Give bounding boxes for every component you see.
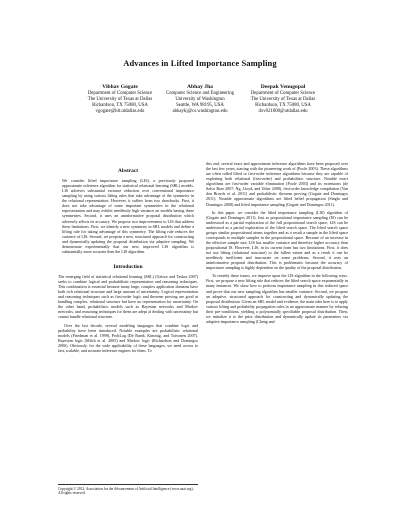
- author-dept: Department of Computer Science: [87, 91, 153, 96]
- author-email: vgogate@hlt.utdallas.edu: [95, 109, 145, 115]
- intro-paragraph-2: Over the last decade, several modeling languages that combine logic and probability have been introduced. Notable examples are probabilistic relational models (Friedman et al. 1999), ProbLog (De Raedt, Kimmig, and Toivonen 2007), Bayesian logic (Milch et al. 2005) and Markov logic (Richardson and Domingos 2006). Obviously, for the wide applicability of these languages, we need access to fast, scalable, and accurate inference engines for them. To: [58, 322, 198, 353]
- author-address: Seattle, WA 98195, USA: [176, 103, 224, 109]
- body-paragraph-2: In this paper, we consider the lifted importance sampling (LIS) algorithm of (Gogate and Domingos 2011). Just as propositional importance sampling (IS) can be understood as a partial exploration of the full propositional search space, LIS can be understood as a partial exploration of the lifted search space. The lifted search space groups similar propositional atoms together and as a result a sample in the lifted space corresponds to multiple samples in the propositional space. Because of an increase in the effective sample size, LIS has smaller variance and therefore higher accuracy than propositional IS. However, LIS, in its current form has two limitations. First, it does not use lifting (relational structure) to the fullest extent and as a result it can be needlessly inefficient and inaccurate on some problems. Second, it uses an uninformative proposal distribution. This is problematic because the accuracy of importance sampling is highly dependent on the quality of the proposal distribution.: [206, 209, 348, 271]
- copyright-footnote: Copyright © 2012, Association for the Advancement of Artificial Intelligence (www.aaai.org). All rights reserved.: [58, 484, 198, 496]
- abstract-text: We consider lifted importance sampling (LIS), a previously proposed approximate inference algorithm for statistical relational learning (SRL) models. LIS achieves substantial variance reduction over conventional importance sampling by using various lifting rules that take advantage of the symmetry in the relational representation. However, it suffers from two drawbacks. First, it does not take advantage of some important symmetries in the relational representation and may exhibit needlessly high variance on models having these symmetries. Second, it uses an uninformative proposal distribution which adversely affects its accuracy. We propose two improvements to LIS that address these limitations. First, we identify a new symmetry in SRL models and define a lifting rule for taking advantage of this symmetry. The lifting rule reduces the variance of LIS. Second, we propose a new, structured approach for constructing and dynamically updating the proposal distribution via adaptive sampling. We demonstrate experimentally that our new, improved LIS algorithm is substantially more accurate than the LIS algorithm.: [62, 178, 194, 254]
- author-address: Richardson, TX 75080, USA: [255, 103, 311, 109]
- abstract-heading: Abstract: [117, 168, 139, 174]
- author-dept: Computer Science and Engineering: [165, 91, 235, 96]
- author-name: Abhay Jha: [187, 84, 213, 90]
- author-name: Deepak Venugopal: [260, 84, 306, 90]
- author-dept: Department of Computer Science: [250, 91, 316, 96]
- author-address: Richardson, TX 75080, USA: [92, 103, 148, 109]
- author-3: [218, 84, 348, 115]
- intro-paragraph-1: The emerging field of statistical relational learning (SRL) (Getoor and Taskar 2007) seeks to combine logical and probabilistic representation and reasoning techniques. This combination is essential because many large, complex application domains have both rich relational structure and large amount of uncertainty. Logical representation and reasoning techniques such as first-order logic and theorem proving are good at handling complex, relational structure but have no representation for uncertainty. On the other hand, probabilistic models such as Bayesian networks and Markov networks, and reasoning techniques for them are adept at dealing with uncertainty but cannot handle relational structure.: [58, 273, 198, 320]
- right-column: [206, 161, 348, 327]
- author-name: Vibhav Gogate: [102, 84, 138, 90]
- author-institution: University of Washington: [175, 97, 225, 103]
- author-institution: The University of Texas at Dallas: [250, 97, 316, 103]
- left-column: [58, 168, 198, 356]
- author-institution: The University of Texas at Dallas: [87, 97, 153, 103]
- author-block: [0, 84, 400, 132]
- introduction-heading: Introduction: [113, 263, 143, 270]
- author-email: abhaykj@cs.washington.edu: [172, 109, 228, 115]
- paper-title: Advances in Lifted Importance Sampling: [123, 58, 277, 68]
- body-paragraph-3: To remedy these issues, we improve upon the LIS algorithm in the following ways. First, we propose a new lifting rule that reduces the lifted search space exponentially in many instances. We show how to perform importance sampling in this reduced space and prove that our new sampling algorithm has smaller variance. Second, we propose an adaptive, structured approach for constructing and dynamically updating the proposal distribution. Given an SRL model and evidence, the main idea here is to apply various lifting and probability propagation rules in an approximate manner by relaxing their pre-conditions, yielding a polynomially specifiable proposal distribution. Then, we initialize it to the prior distribution and dynamically update its parameters via adaptive importance sampling (Cheng and: [206, 273, 348, 324]
- body-paragraph-1: this end, several exact and approximate inference algorithms have been proposed over the last few years, starting with the pioneering work of (Poole 2003). These algorithms are often called lifted or first-order inference algorithms because they are capable of exploiting both relational (first-order) and probabilistic structure. Notable exact algorithms are first-order variable elimination (Poole 2003) and its extensions (de Salvo Braz 2007; Ng, Lloyd, and Uther 2008), first-order knowledge compilation (Van den Broeck et al. 2011) and probabilistic theorem proving (Gogate and Domingos 2011). Notable approximate algorithms are lifted belief propagation (Singla and Domingos 2008) and lifted importance sampling (Gogate and Domingos 2011).: [206, 161, 348, 207]
- author-email: dxv021000@utdallas.edu: [258, 109, 308, 115]
